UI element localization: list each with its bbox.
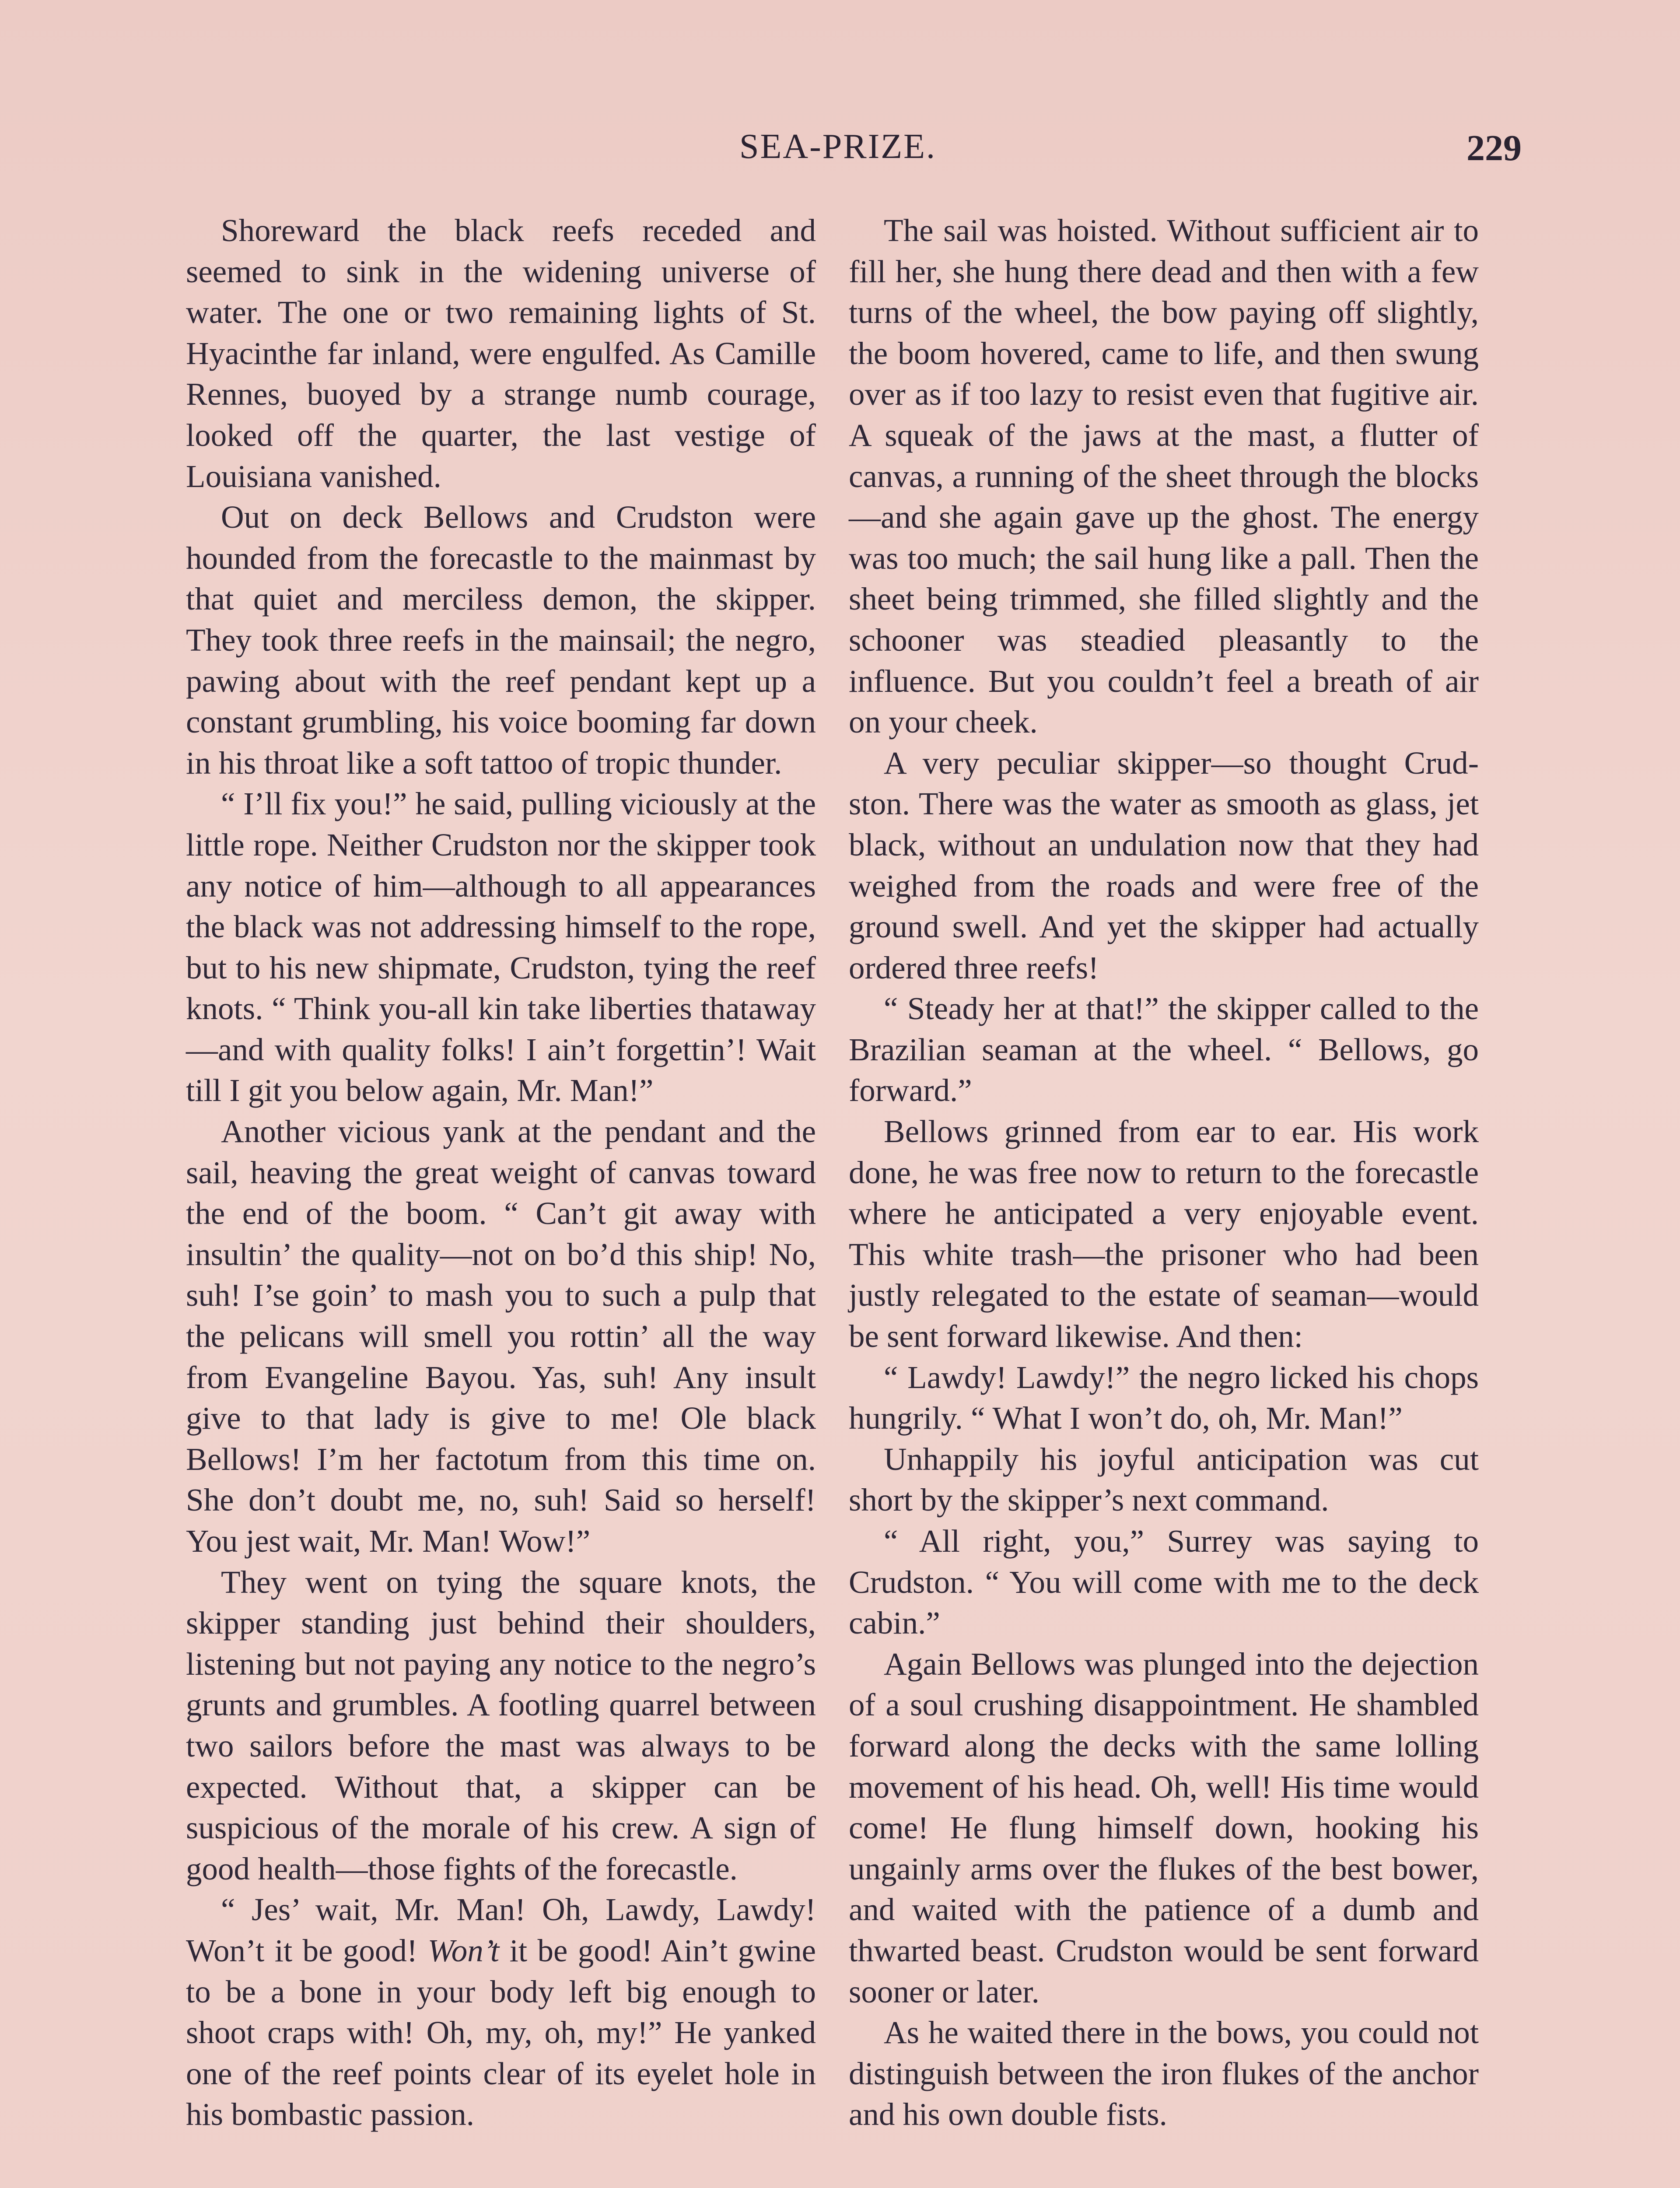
paragraph: “ I’ll fix you!” he said, pulling viciously at the little rope. Neither Crudston nor the skipper took any notice of him—although to all appearances the black was not addressing himself to the rope, but to his new shipmate, Crudston, tying the reef knots. “ Think you-all kin take liberties thataway—and with quality folks! I ain’t forgettin’! Wait till I git you below again, Mr. Man!” bbox=[186, 786, 816, 1108]
left-column bbox=[186, 210, 816, 2188]
running-head bbox=[0, 127, 1680, 179]
paragraph: Bellows grinned from ear to ear. His work done, he was free now to return to the forecastle where he anticipated a very enjoyable event. This white trash—the prisoner who had been justly relegated to the estate of seaman—would be sent forward likewise. And then: bbox=[849, 1114, 1479, 1354]
paragraph: Out on deck Bellows and Crudston were hounded from the forecastle to the mainmast by that quiet and merciless demon, the skipper. They took three reefs in the mainsail; the negro, pawing about with the reef pendant kept up a constant grumbling, his voice booming far down in his throat like a soft tattoo of tropic thunder. bbox=[186, 499, 816, 781]
paragraph: Again Bellows was plunged into the dejection of a soul crushing disappointment. He shambled forward along the decks with the same lolling movement of his head. Oh, well! His time would come! He flung himself down, hooking his ungainly arms over the flukes of the best bower, and waited with the patience of a dumb and thwarted beast. Crudston would be sent forward sooner or later. bbox=[849, 1646, 1479, 2009]
paragraph: Shoreward the black reefs receded and seemed to sink in the widening universe of water. The one or two remaining lights of St. Hyacinthe far inland, were engulfed. As Camille Rennes, buoyed by a strange numb courage, looked off the quarter, the last vestige of Louisiana vanished. bbox=[186, 213, 816, 494]
paragraph-text-end: it be good! Ain’t gwine to be a bone in your body left big enough to shoot craps with! Oh, my, oh, my!” He yanked one of the reef points clear of its eyelet hole in his bombastic passion. bbox=[186, 1932, 816, 2132]
paragraph: The sail was hoisted. Without sufficient air to fill her, she hung there dead and then with a few turns of the wheel, the bow paying off slightly, the boom hovered, came to life, and then swung over as if too lazy to resist even that fugitive air. A squeak of the jaws at the mast, a flutter of canvas, a running of the sheet through the blocks—and she again gave up the ghost. The energy was too much; the sail hung like a pall. Then the sheet being trimmed, she filled slightly and the schooner was steadied pleasantly to the influence. But you couldn’t feel a breath of air on your cheek. bbox=[849, 213, 1479, 740]
page-number: 229 bbox=[1466, 128, 1522, 168]
paragraph: Unhappily his joyful anticipation was cut short by the skipper’s next command. bbox=[849, 1441, 1479, 1518]
paragraph: “ Lawdy! Lawdy!” the negro licked his chops hungrily. “ What I won’t do, oh, Mr. Man!” bbox=[849, 1359, 1479, 1436]
paragraph: A very peculiar skipper—so thought Crudston. There was the water as smooth as glass, jet black, without an undulation now that they had weighed from the roads and were free of the ground swell. And yet the skipper had actually ordered three reefs! bbox=[849, 745, 1479, 985]
paragraph: “ All right, you,” Surrey was saying to Crudston. “ You will come with me to the deck cabin.” bbox=[849, 1523, 1479, 1641]
paragraph: Another vicious yank at the pendant and the sail, heaving the great weight of canvas toward the end of the boom. “ Can’t git away with insultin’ the quality—not on bo’d this ship! No, suh! I’se goin’ to mash you to such a pulp that the pelicans will smell you rottin’ all the way from Evangeline Bayou. Yas, suh! Any insult give to that lady is give to me! Ole black Bellows! I’m her factotum from this time on. She don’t doubt me, no, suh! Said so herself! You jest wait, Mr. Man! Wow!” bbox=[186, 1114, 816, 1559]
right-column bbox=[849, 210, 1479, 2188]
paragraph: As he waited there in the bows, you could not distinguish between the iron flukes of the anchor and his own double fists. bbox=[849, 2015, 1479, 2132]
paragraph-text-start: “ Jes’ wait, Mr. Man! Oh, Lawdy, Lawdy! Won’t it be good! bbox=[186, 1892, 816, 1968]
paragraph: “ Steady her at that!” the skipper called to the Brazilian seaman at the wheel. “ Bellows, go forward.” bbox=[849, 991, 1479, 1108]
italic-emphasis: Won’t bbox=[427, 1932, 500, 1968]
paragraph-with-italic bbox=[186, 1889, 816, 2135]
running-title: SEA-PRIZE. bbox=[739, 127, 936, 166]
paragraph: They went on tying the square knots, the skipper standing just behind their shoulders, listening but not paying any notice to the negro’s grunts and grumbles. A footling quarrel between two sailors before the mast was always to be expected. Without that, a skipper can be suspicious of the morale of his crew. A sign of good health—those fights of the forecastle. bbox=[186, 1564, 816, 1886]
